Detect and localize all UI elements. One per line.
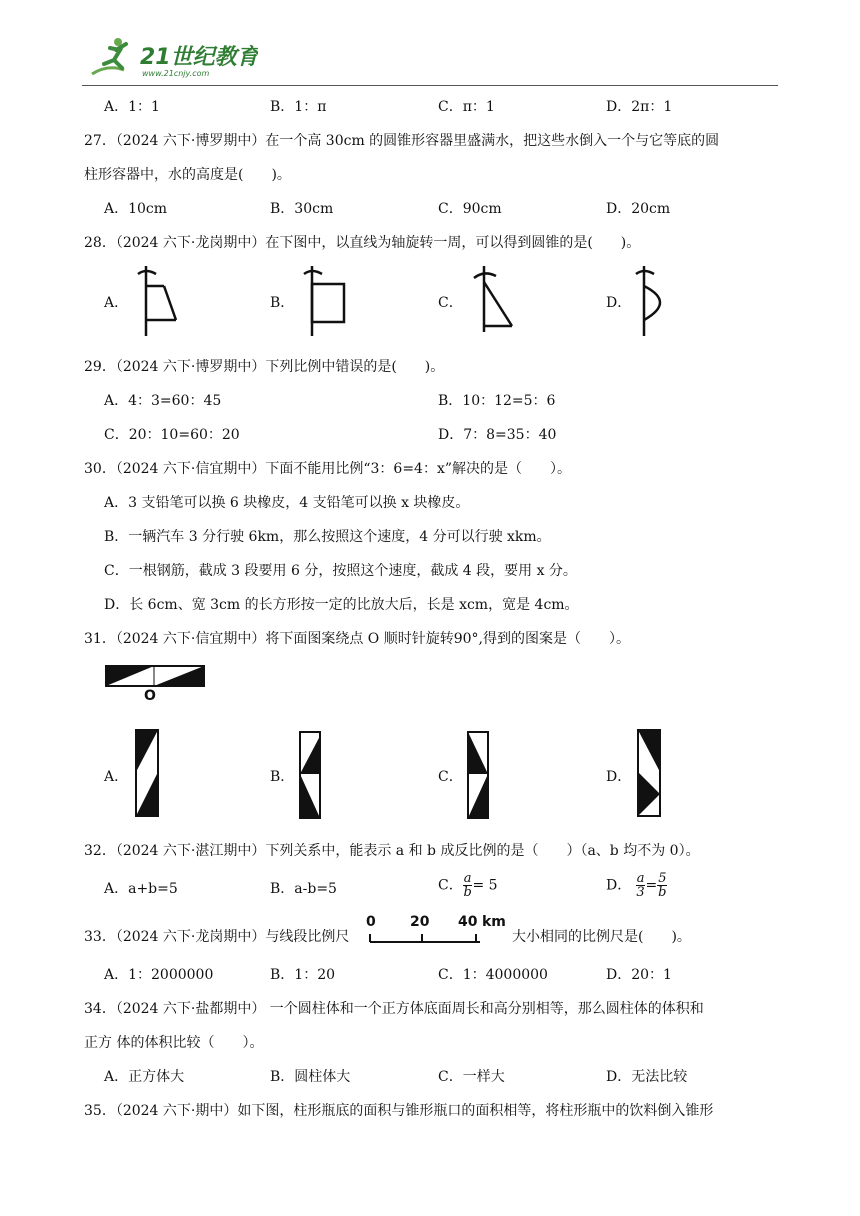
q32-option-d [606,872,667,899]
header-logo [88,34,258,82]
q30-line1: 30．（2024 六下·信宜期中）下面不能用比例“3：6=4：x”解决的是（ ）。 [84,461,572,477]
q34-line2: 正方 体的体积比较（ ）。 [84,1035,264,1051]
svg-text:21世纪教育: 21世纪教育 [140,45,258,70]
runner-logo-icon [88,34,258,82]
q32-option-b: B．a-b=5 [270,881,337,897]
q31-figure-b [298,730,324,820]
q28-figure-a [130,262,190,338]
q27-line2: 柱形容器中，水的高度是( )。 [84,167,291,183]
q27-option-b: B．30cm [270,201,334,217]
q26-option-d: D．2π：1 [606,99,673,115]
q31-figure-d [636,728,664,820]
q32-option-d-fraction-left [636,872,646,899]
q31-figure-a [134,728,162,820]
q30-option-b: B．一辆汽车 3 分行驶 6km，那么按照这个速度，4 分可以行驶 xkm。 [104,529,551,545]
q31-point-o-label: O [144,688,156,704]
svg-text:www.21cnjy.com: www.21cnjy.com [142,69,210,78]
q29-option-c: C．20：10=60：20 [104,427,240,443]
q30-option-c: C．一根钢筋，截成 3 段要用 6 分，按照这个速度，截成 4 段，要用 x 分。 [104,563,577,579]
q32-option-d-denominator-right: b [658,885,667,900]
q28-figure-d [628,262,688,338]
q33-option-d: D．20：1 [606,967,672,983]
q33-line1-end: 大小相同的比例尺是( )。 [512,929,691,945]
q32-option-c-denominator: b [463,885,472,900]
q28-label-b: B． [270,295,295,311]
q34-option-a: A．正方体大 [104,1069,185,1085]
q32-option-c-label: C． [438,877,463,894]
q32-option-d-denominator-left: 3 [636,885,645,900]
q29-option-d: D．7：8=35：40 [438,427,557,443]
q27-line1: 27．（2024 六下·博罗期中）在一个高 30cm 的圆锥形容器里盛满水，把这些水倒入一个与它等底的圆 [84,133,720,149]
q33-option-c: C．1：4000000 [438,967,548,983]
q33-scale-tick-20: 20 [410,914,430,930]
q32-option-c-rest: = 5 [472,877,498,894]
q32-option-d-equals: = [645,877,658,894]
q32-option-d-label: D． [606,877,632,894]
q34-option-d: D．无法比较 [606,1069,688,1085]
q28-label-c: C． [438,295,463,311]
q29-option-a: A．4：3=60：45 [104,393,222,409]
q31-label-a: A． [104,769,129,785]
q29-option-b: B．10：12=5：6 [438,393,556,409]
q33-scale-tick-0: 0 [366,914,376,930]
q31-label-d: D． [606,769,632,785]
q29-line1: 29．（2024 六下·博罗期中）下列比例中错误的是( )。 [84,359,445,375]
q28-figure-c [462,262,522,338]
q33-scale-bar [364,914,510,948]
q32-line1: 32．（2024 六下·湛江期中）下列关系中，能表示 a 和 b 成反比例的是（ ）（a、b 均不为 0）。 [84,843,700,859]
q26-option-b: B．1：π [270,99,327,115]
q27-option-d: D．20cm [606,201,671,217]
q32-option-d-fraction-right [657,872,667,899]
q33-option-b: B．1：20 [270,967,336,983]
q35-line1: 35．（2024 六下·期中）如下图，柱形瓶底的面积与锥形瓶口的面积相等，将柱形瓶中的饮料倒入锥形 [84,1103,714,1119]
q31-figure-c [466,730,492,820]
q28-label-d: D． [606,295,632,311]
q26-option-a: A．1：1 [104,99,160,115]
q31-label-c: C． [438,769,463,785]
q33-scale-unit: km [482,914,506,930]
q34-option-b: B．圆柱体大 [270,1069,351,1085]
q28-line1: 28．（2024 六下·龙岗期中）在下图中，以直线为轴旋转一周，可以得到圆锥的是( )。 [84,235,641,251]
q33-scale-tick-40: 40 [458,914,478,930]
q30-option-d: D．长 6cm、宽 3cm 的长方形按一定的比放大后，长是 xcm，宽是 4cm。 [104,597,579,613]
q32-option-d-numerator-left: a [636,871,645,886]
q32-option-d-numerator-right: 5 [658,871,667,886]
header-rule [82,85,778,86]
q30-option-a: A．3 支铅笔可以换 6 块橡皮，4 支铅笔可以换 x 块橡皮。 [104,495,470,511]
q28-figure-b [296,262,356,338]
q31-original-pattern [104,664,208,706]
q34-option-c: C．一样大 [438,1069,505,1085]
q34-line1: 34．（2024 六下·盐都期中） 一个圆柱体和一个正方体底面周长和高分别相等，那么圆柱体的体积和 [84,1001,704,1017]
q33-line1-start: 33．（2024 六下·龙岗期中）与线段比例尺 [84,929,350,945]
q31-line1: 31．（2024 六下·信宜期中）将下面图案绕点 O 顺时针旋转90°,得到的图案是（ ）。 [84,631,630,647]
q28-label-a: A． [104,295,129,311]
q32-option-c-numerator: a [463,871,472,886]
q31-label-b: B． [270,769,295,785]
q32-option-a: A．a+b=5 [104,881,178,897]
q32-option-c [438,872,498,899]
q33-option-a: A．1：2000000 [104,967,214,983]
q26-option-c: C．π：1 [438,99,495,115]
q27-option-c: C．90cm [438,201,502,217]
q27-option-a: A．10cm [104,201,168,217]
